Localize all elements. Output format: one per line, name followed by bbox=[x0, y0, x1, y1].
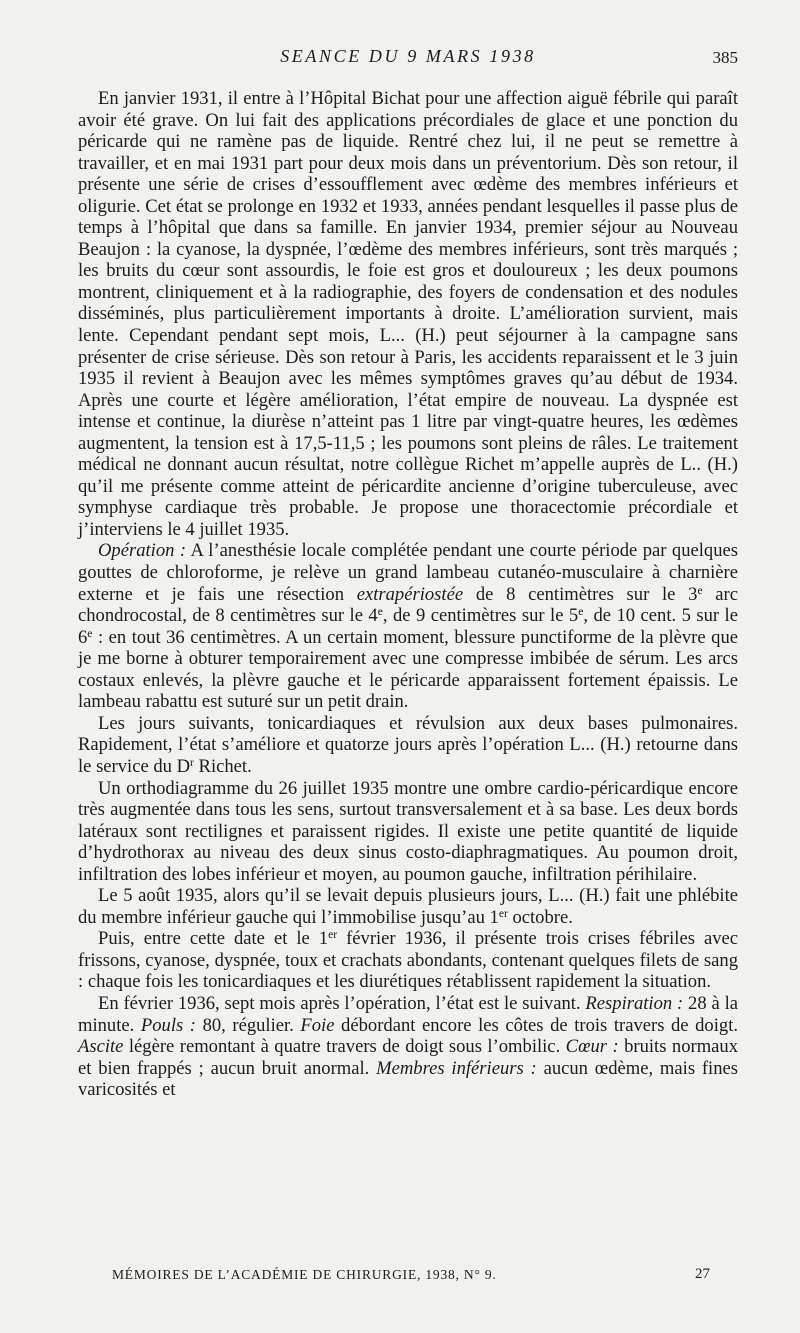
superscript: e bbox=[578, 606, 584, 619]
paragraph-history: En janvier 1931, il entre à l’Hôpital Bichat pour une affection aiguë fébrile qui paraît avoir été grave. On lui fait des applications précordiales de glace et une ponction du péricarde qui ne ramène pas de liquide. Rentré chez lui, il ne peut se remettre à travailler, et en mai 1931 part pour deux mois dans un préventorium. Dès son retour, il présente une série de crises d’essoufflement avec œdème des membres inférieurs et oligurie. Cet état se prolonge en 1932 et 1933, années pendant lesquelles il passe plus de temps à l’hôpital que dans sa famille. En janvier 1934, premier séjour au Nouveau Beaujon : la cyanose, la dyspnée, l’œdème des membres inférieurs, sont très marqués ; les bruits du cœur sont assourdis, le foie est gros et douloureux ; les deux poumons montrent, cliniquement et à la radiographie, des foyers de condensation et des nodules disséminés, plus particulièrement importants à droite. L’amélioration survient, mais lente. Cependant pendant sept mois, L... (H.) peut séjourner à la campagne sans présenter de crise sérieuse. Dès son retour à Paris, les accidents reparaissent et le 3 juin 1935 il revient à Beaujon avec les mêmes symptômes graves qu’au début de 1934. Après une courte et légère amélioration, l’état empire de nouveau. La dyspnée est intense et continue, la diurèse n’atteint pas 1 litre par vingt-quatre heures, les œdèmes augmentent, la tension est à 17,5-11,5 ; les poumons sont pleins de râles. Le traitement médical ne donnant aucun résultat, notre collègue Richet m’appelle auprès de L.. (H.) qu’il me présente comme atteint de péricardite ancienne d’origine tuberculeuse, avec symphyse cardiaque très probable. Je propose une thoracectomie précordiale et j’interviens le 4 juillet 1935. bbox=[78, 88, 738, 540]
text-run: arc chondrocostal, de 8 centimètres sur le 4 bbox=[78, 583, 738, 627]
page-header bbox=[78, 46, 738, 72]
text-run: A l’anesthésie locale complétée pendant une courte période par quelques gouttes de chloroforme, je relève un grand lambeau cutanéo-musculaire à charnière externe et je fais une résection bbox=[78, 540, 738, 605]
text-run: février 1936, il présente trois crises fébriles avec frissons, cyanose, dyspnée, toux et crachats abondants, contenant quelques filets de sang : chaque fois les tonicardiaques et les diurétiques rétablissent rapidement la situation. bbox=[78, 928, 739, 993]
paragraph-status bbox=[78, 993, 738, 1101]
text-run: légère remontant à quatre travers de doigt sous l’ombilic. bbox=[123, 1036, 566, 1058]
text-run: 80, régulier. bbox=[196, 1014, 301, 1036]
paragraph-phlebitis bbox=[78, 885, 738, 928]
operation-label: Opération : bbox=[98, 540, 187, 562]
text-run: Richet. bbox=[193, 755, 252, 777]
superscript: er bbox=[328, 929, 338, 942]
italic-term: extrapériostée bbox=[356, 583, 464, 605]
superscript: e bbox=[87, 627, 93, 640]
text-run: En février 1936, sept mois après l’opération, l’état est le suivant. bbox=[98, 992, 586, 1014]
italic-label: Respiration : bbox=[585, 992, 684, 1014]
text-run: Puis, entre cette date et le 1 bbox=[98, 928, 329, 950]
page-number: 385 bbox=[712, 48, 738, 67]
text-run: aucun œdème, mais fines varicosités et bbox=[78, 1057, 739, 1101]
italic-label: Ascite bbox=[78, 1036, 124, 1058]
italic-label: Membres inférieurs : bbox=[376, 1057, 537, 1079]
italic-label: Pouls : bbox=[140, 1014, 196, 1036]
text-run: octobre. bbox=[507, 906, 573, 928]
journal-citation: MÉMOIRES DE L’ACADÉMIE DE CHIRURGIE, 1938, N° 9. bbox=[112, 1267, 497, 1282]
article-body bbox=[78, 88, 738, 1101]
text-run: : en tout 36 centimètres. A un certain moment, blessure punctiforme de la plèvre que je me borne à obturer temporairement avec une compresse imbibée de sérum. Les arcs costaux enlevés, la plèvre gauche et le péricarde apparaissent fortement épaissis. Le lambeau rabattu est suturé sur un petit drain. bbox=[78, 626, 738, 713]
superscript: er bbox=[498, 908, 508, 921]
text-run: , de 10 cent. 5 sur le 6 bbox=[78, 605, 738, 648]
text-run: de 8 centimètres sur le 3 bbox=[463, 583, 698, 605]
text-run: Le 5 août 1935, alors qu’il se levait depuis plusieurs jours, L... (H.) fait une phlébite du membre inférieur gauche qui l’immobilise jusqu’au 1 bbox=[78, 885, 738, 928]
text-run: 28 à la minute. bbox=[78, 992, 738, 1036]
italic-label: Foie bbox=[300, 1014, 335, 1036]
text-run: Les jours suivants, tonicardiaques et révulsion aux deux bases pulmonaires. Rapidement, l’état s’améliore et quatorze jours après l’opération L... (H.) retourne dans le service du D bbox=[78, 712, 738, 777]
paragraph-crises bbox=[78, 928, 738, 993]
text-run: , de 9 centimètres sur le 5 bbox=[382, 605, 579, 627]
italic-label: Cœur : bbox=[565, 1036, 619, 1058]
paragraph-orthodiagram: Un orthodiagramme du 26 juillet 1935 montre une ombre cardio-péricardique encore très augmentée dans tous les sens, surtout transversalement et à sa base. Les deux bords latéraux sont rectilignes et paraissent rigides. Il existe une petite quantité de liquide d’hydrothorax au niveau des deux sinus costo-diaphragmatiques. Au poumon droit, infiltration des lobes inférieur et moyen, au poumon gauche, infiltration périhilaire. bbox=[78, 777, 738, 885]
text-run: débordant encore les côtes de trois travers de doigt. bbox=[334, 1014, 739, 1036]
superscript: e bbox=[697, 584, 703, 597]
paragraph-postop bbox=[78, 713, 738, 778]
sheet-number: 27 bbox=[695, 1266, 710, 1282]
superscript: e bbox=[377, 606, 383, 619]
text-run: bruits normaux et bien frappés ; aucun bruit anormal. bbox=[78, 1036, 739, 1079]
page-footer bbox=[78, 1267, 738, 1289]
superscript: r bbox=[190, 757, 194, 770]
paragraph-operation bbox=[78, 540, 738, 712]
running-title: SEANCE DU 9 MARS 1938 bbox=[280, 46, 536, 66]
